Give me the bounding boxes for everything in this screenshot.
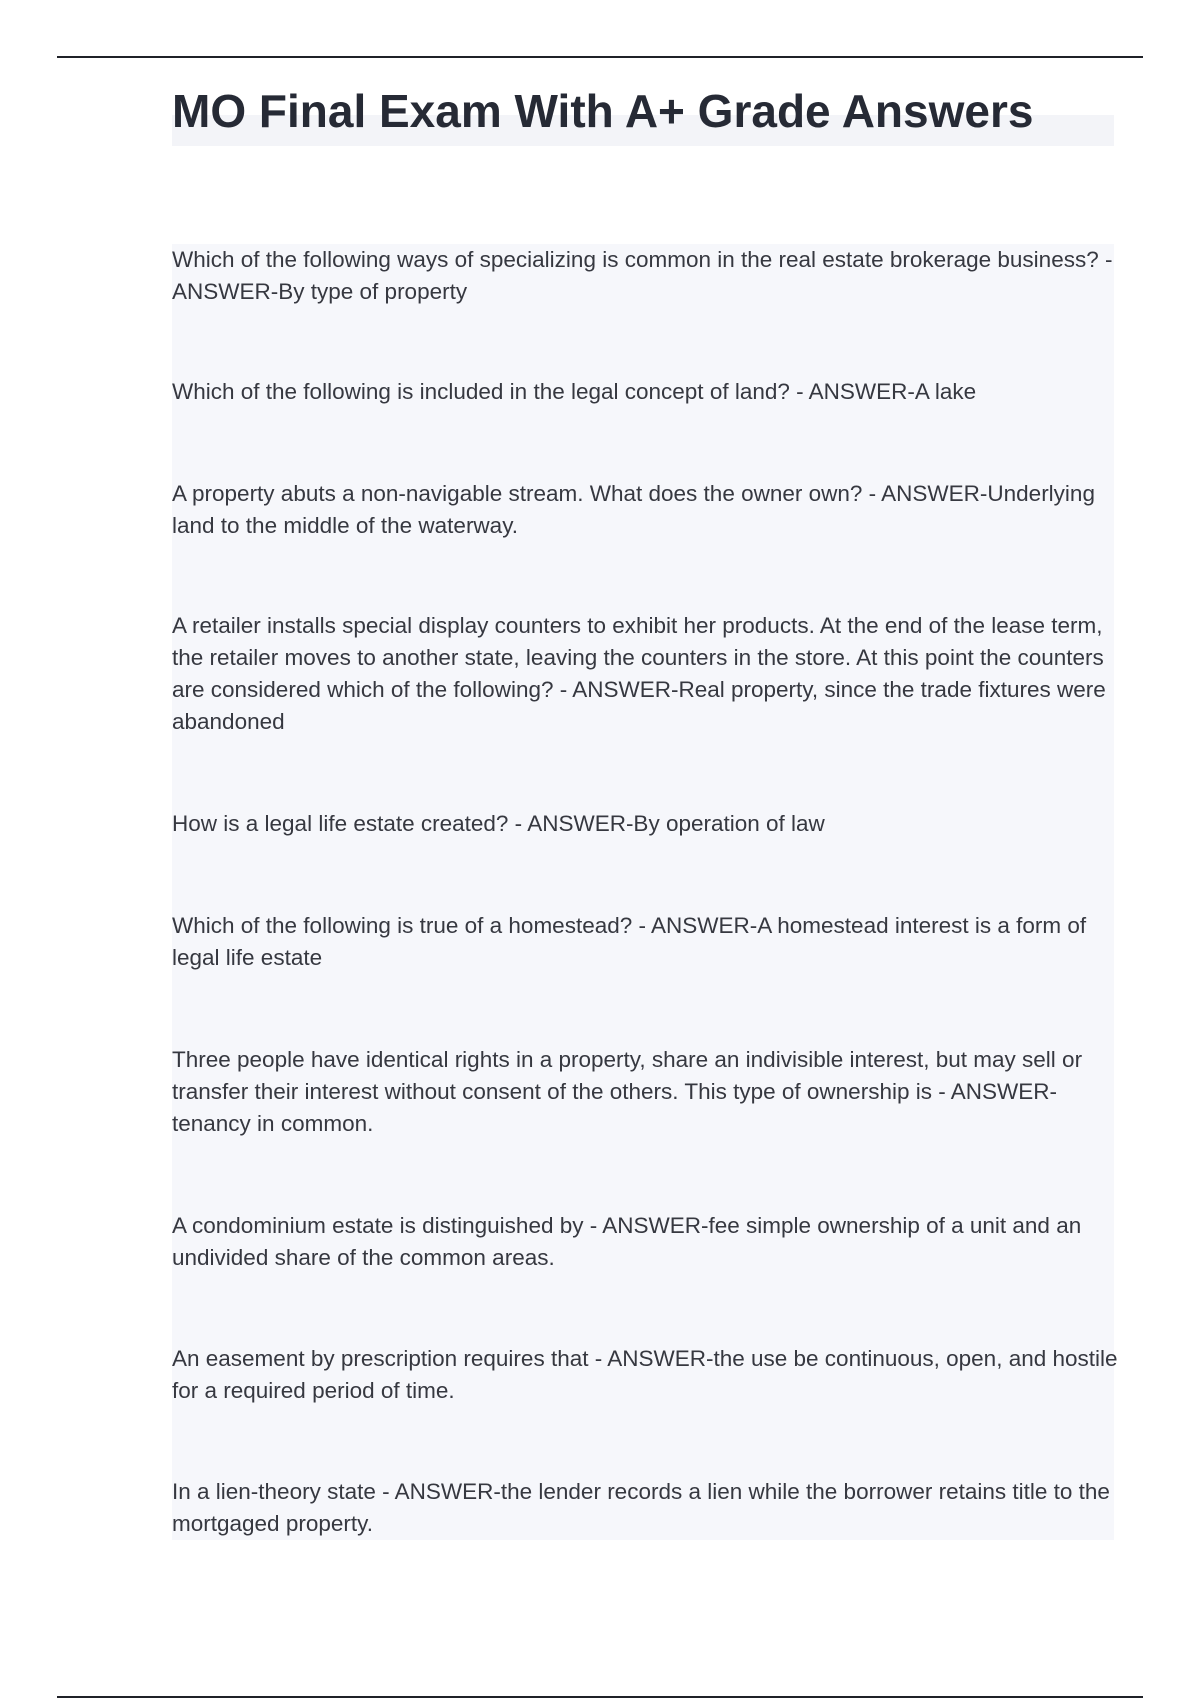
qa-item-6: Which of the following is true of a homestead? - ANSWER-A homestead interest is a form of legal life estate — [172, 913, 1087, 970]
qa-item-9: An easement by prescription requires that - ANSWER-the use be continuous, open, and hostile for a required period of time. — [172, 1346, 1118, 1403]
qa-item-2: Which of the following is included in the legal concept of land? - ANSWER-A lake — [172, 379, 977, 404]
title-block — [172, 84, 1114, 146]
qa-item-5: How is a legal life estate created? - ANSWER-By operation of law — [172, 811, 825, 836]
qa-item-1: Which of the following ways of specializing is common in the real estate brokerage business? - ANSWER-By type of property — [172, 247, 1113, 304]
qa-item-7: Three people have identical rights in a property, share an indivisible interest, but may sell or transfer their interest without consent of the others. This type of ownership is - ANSWER-tenancy in common. — [172, 1047, 1083, 1136]
qa-item-3: A property abuts a non-navigable stream. What does the owner own? - ANSWER-Underlying land to the middle of the waterway. — [172, 481, 1095, 538]
qa-item-4: A retailer installs special display counters to exhibit her products. At the end of the lease term, the retailer moves to another state, leaving the counters in the store. At this point the counters are considered which of the following? - ANSWER-Real property, since the trade fixtures were abandoned — [172, 613, 1106, 734]
bottom-rule — [57, 1696, 1143, 1698]
qa-item-8: A condominium estate is distinguished by - ANSWER-fee simple ownership of a unit and an undivided share of the common areas. — [172, 1213, 1082, 1270]
top-rule — [57, 56, 1143, 58]
page-title: MO Final Exam With A+ Grade Answers — [172, 85, 1034, 137]
qa-item-10: In a lien-theory state - ANSWER-the lender records a lien while the borrower retains title to the mortgaged property. — [172, 1479, 1110, 1536]
